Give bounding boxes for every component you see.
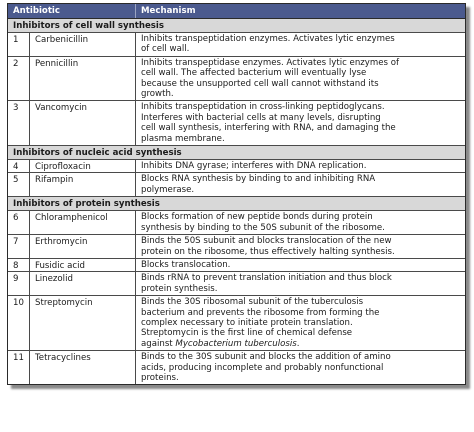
mechanism-line: acids, producing incomplete and probably nonfunctional (141, 362, 384, 373)
mechanism-line: Binds the 50S subunit and blocks translocation of the new (141, 236, 392, 247)
mechanism-line: Binds rRNA to prevent translation initiation and thus block (141, 273, 392, 284)
antibiotic-name: Pennicillin (30, 57, 136, 101)
row-number: 3 (8, 101, 30, 145)
row-number: 9 (8, 272, 30, 295)
table-row (8, 57, 465, 102)
row-number: 1 (8, 33, 30, 56)
mechanism-cell (136, 296, 465, 350)
section-heading: Inhibitors of protein synthesis (8, 197, 465, 211)
mechanism-cell (136, 101, 465, 145)
antibiotic-name: Streptomycin (30, 296, 136, 350)
mechanism-line: growth. (141, 89, 174, 100)
mechanism-line: Inhibits transpeptidation in cross-linking peptidoglycans. (141, 102, 385, 113)
mechanism-line: Binds the 30S ribosomal subunit of the tuberculosis (141, 297, 364, 308)
table-row (8, 101, 465, 146)
table-row (8, 351, 465, 384)
table-row (8, 296, 465, 351)
antibiotic-name: Erthromycin (30, 235, 136, 258)
row-number: 6 (8, 211, 30, 234)
mechanism-line: synthesis by binding to the 50S subunit of the ribosome. (141, 222, 385, 233)
mechanism-cell (136, 173, 465, 196)
mechanism-line: bacterium and prevents the ribosome from forming the (141, 307, 380, 318)
row-number: 7 (8, 235, 30, 258)
table-row (8, 33, 465, 57)
mechanism-cell (136, 160, 465, 172)
mechanism-line: Binds to the 30S subunit and blocks the addition of amino (141, 352, 391, 363)
mechanism-line: Streptomycin is the first line of chemical defense (141, 328, 353, 339)
mechanism-line: protein on the ribosome, thus effectively halting synthesis. (141, 246, 395, 257)
mechanism-line: against Mycobacterium tuberculosis. (141, 338, 300, 349)
mechanism-line: Blocks formation of new peptide bonds during protein (141, 212, 373, 223)
antibiotic-name: Tetracyclines (30, 351, 136, 384)
row-number: 2 (8, 57, 30, 101)
antibiotic-name: Carbenicillin (30, 33, 136, 56)
table-row (8, 160, 465, 173)
header-mechanism: Mechanism (141, 6, 196, 16)
mechanism-cell (136, 272, 465, 295)
table-row (8, 235, 465, 259)
antibiotic-name: Chloramphenicol (30, 211, 136, 234)
mechanism-line: protein synthesis. (141, 283, 218, 294)
row-number: 11 (8, 351, 30, 384)
mechanism-line: cell wall. The affected bacterium will eventually lyse (141, 68, 367, 79)
antibiotic-name: Linezolid (30, 272, 136, 295)
antibiotics-table (7, 3, 466, 385)
table-row (8, 272, 465, 296)
mechanism-line: because the unsupported cell wall cannot withstand its (141, 78, 379, 89)
mechanism-line: Interferes with bacterial cells at many levels, disrupting (141, 112, 381, 123)
mechanism-line: Blocks translocation. (141, 259, 231, 270)
species-name: Mycobacterium tuberculosis (175, 338, 297, 349)
mechanism-line: Blocks RNA synthesis by binding to and inhibiting RNA (141, 174, 376, 185)
row-number: 5 (8, 173, 30, 196)
mechanism-cell (136, 57, 465, 101)
antibiotic-name: Fusidic acid (30, 259, 136, 271)
mechanism-cell (136, 351, 465, 384)
row-number: 8 (8, 259, 30, 271)
mechanism-line: polymerase. (141, 184, 195, 195)
table-row (8, 173, 465, 197)
mechanism-line: Inhibits transpeptidase enzymes. Activates lytic enzymes of (141, 57, 400, 68)
table-row (8, 259, 465, 272)
row-number: 10 (8, 296, 30, 350)
mechanism-line: Inhibits DNA gyrase; interferes with DNA replication. (141, 161, 367, 172)
header-antibiotic: Antibiotic (8, 4, 136, 18)
mechanism-cell (136, 211, 465, 234)
row-number: 4 (8, 160, 30, 172)
mechanism-line: cell wall synthesis, interfering with RNA, and damaging the (141, 123, 396, 134)
section-heading: Inhibitors of nucleic acid synthesis (8, 146, 465, 160)
mechanism-line: Inhibits transpeptidation enzymes. Activates lytic enzymes (141, 34, 395, 44)
table-body (8, 19, 465, 384)
mechanism-cell (136, 235, 465, 258)
mechanism-line: complex necessary to initiate protein translation. (141, 317, 353, 328)
antibiotic-name: Vancomycin (30, 101, 136, 145)
mechanism-line: proteins. (141, 372, 179, 383)
mechanism-cell (136, 259, 465, 271)
mechanism-cell (136, 33, 465, 56)
antibiotic-name: Ciprofloxacin (30, 160, 136, 172)
table-row (8, 211, 465, 235)
mechanism-line: of cell wall. (141, 44, 190, 55)
mechanism-line: plasma membrane. (141, 133, 225, 144)
section-heading: Inhibitors of cell wall synthesis (8, 19, 465, 33)
table-header (8, 4, 465, 19)
antibiotic-name: Rifampin (30, 173, 136, 196)
